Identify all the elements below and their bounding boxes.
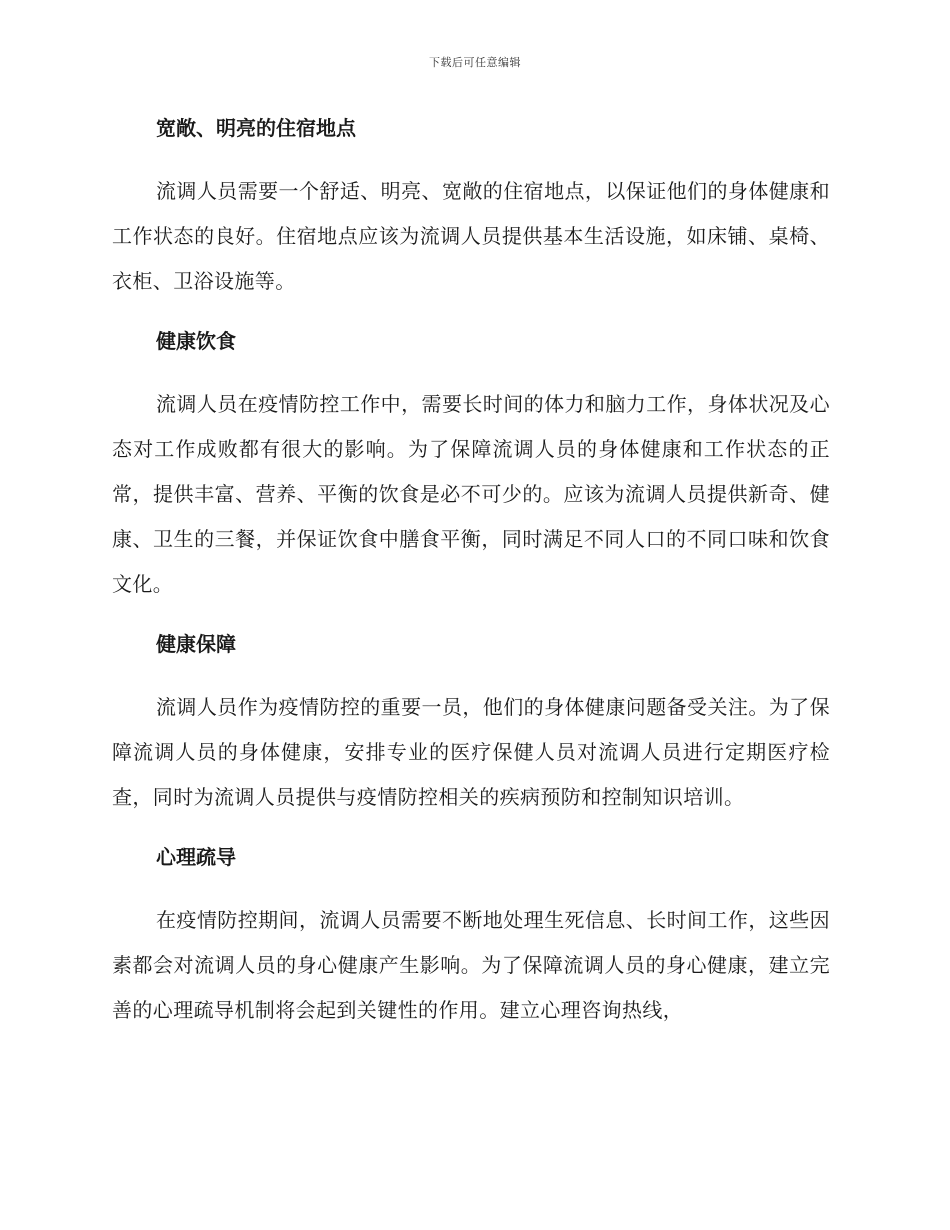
section-heading-diet: 健康饮食 xyxy=(156,329,236,353)
section-paragraph-accommodation: 流调人员需要一个舒适、明亮、宽敞的住宿地点，以保证他们的身体健康和工作状态的良好。住宿地点应该为流调人员提供基本生活设施，如床铺、桌椅、衣柜、卫浴设施等。 xyxy=(112,179,830,293)
document-body xyxy=(112,113,830,1033)
section-heading-health: 健康保障 xyxy=(156,632,236,656)
section-paragraph-counseling: 在疫情防控期间，流调人员需要不断地处理生死信息、长时间工作，这些因素都会对流调人员的身心健康产生影响。为了保障流调人员的身心健康，建立完善的心理疏导机制将会起到关键性的作用。建立心理咨询热线， xyxy=(112,908,830,1022)
section-heading-counseling: 心理疏导 xyxy=(156,845,236,869)
section-heading-accommodation: 宽敞、明亮的住宿地点 xyxy=(156,116,356,140)
page-header: 下载后可任意编辑 xyxy=(429,56,521,69)
section-paragraph-health: 流调人员作为疫情防控的重要一员，他们的身体健康问题备受关注。为了保障流调人员的身体健康，安排专业的医疗保健人员对流调人员进行定期医疗检查，同时为流调人员提供与疫情防控相关的疾病预防和控制知识培训。 xyxy=(112,695,830,809)
section-paragraph-diet: 流调人员在疫情防控工作中，需要长时间的体力和脑力工作，身体状况及心态对工作成败都有很大的影响。为了保障流调人员的身体健康和工作状态的正常，提供丰富、营养、平衡的饮食是必不可少的。应该为流调人员提供新奇、健康、卫生的三餐，并保证饮食中膳食平衡，同时满足不同人口的不同口味和饮食文化。 xyxy=(112,392,830,596)
